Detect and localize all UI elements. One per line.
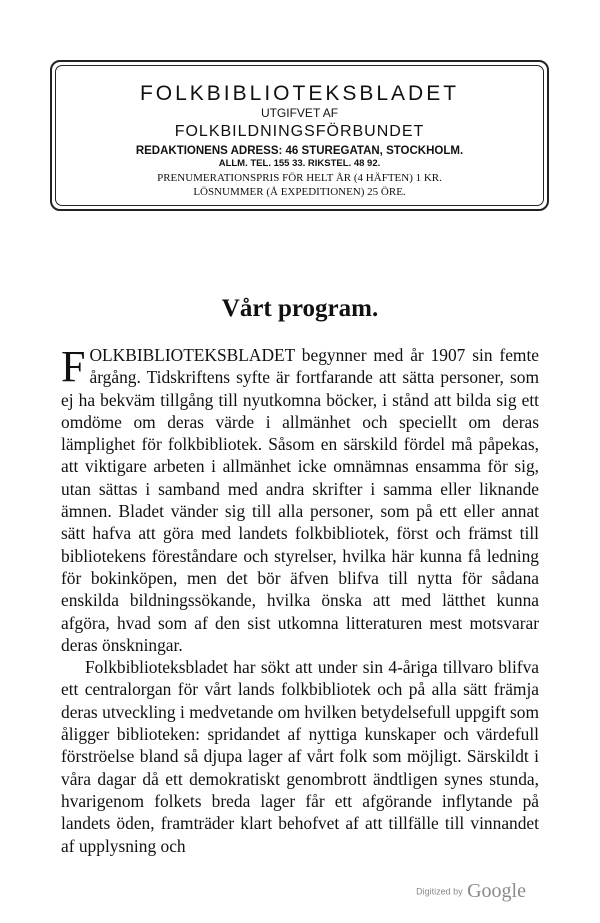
masthead-price: PRENUMERATIONSPRIS FÖR HELT ÅR (4 HÄFTEN) 1 KR. (157, 172, 442, 184)
masthead-phone: ALLM. TEL. 155 33. RIKSTEL. 48 92. (218, 158, 381, 169)
masthead-inner-frame (55, 65, 544, 206)
article-heading: Vårt program. (221, 295, 379, 322)
masthead-single-copy: LÖSNUMMER (Å EXPEDITIONEN) 25 ÖRE. (193, 186, 406, 198)
masthead-title: FOLKBIBLIOTEKSBLADET (139, 82, 460, 105)
paragraph-1 (61, 344, 539, 656)
digitized-label: Digitized by (416, 886, 463, 897)
masthead-address: REDAKTIONENS ADRESS: 46 STUREGATAN, STOCKHOLM. (135, 145, 464, 157)
masthead-subtitle: UTGIFVET AF (260, 106, 339, 120)
drop-cap: F (61, 342, 86, 391)
paragraph-1-text: OLKBIBLIOTEKSBLADET begynner med år 1907 sin femte årgång. Tidskriftens syfte är fortfarande att sätta personer, som ej ha bekväm tillgång till nyutkomna böcker, i stånd att bilda sig ett omdöme om deras värde i allmänhet och speciellt om deras lämplighet för folkbibliotek. Såsom en särskild fördel må påpekas, att viktigare arbeten i allmänhet icke omnämnas ensamma för sig, utan sättas i samband med andra skrifter i samma eller liknande ämnen. Bladet vänder sig till alla personer, som på ett eller annat sätt hafva att göra med landets folkbibliotek, först och främst till bibliotekens föreståndare och styrelser, hvilka här kunna få ledning för bokinköpen, men det bör äfven blifva till nytta för sådana enskilda bildningssökande, hvilka önska att med lätthet kunna afgöra, hvad som af den sist utkomna litteraturen mest motsvarar deras önskningar. (61, 345, 539, 655)
digitized-watermark (416, 880, 526, 903)
paragraph-2: Folkbiblioteksbladet har sökt att under sin 4-åriga tillvaro blifva ett centralorgan för vårt lands folkbibliotek och på alla sätt främja deras utveckling i medvetande om hvilken betydelsefull uppgift som åligger biblioteken: spridandet af nyttiga kunskaper och värdefull förströelse bland så djupa lager af vårt folk som möjligt. Särskildt i våra dagar då ett demokratiskt genombrott ändtligen synes stunda, hvarigenom folkets breda lager får ett afgörande inflytande på landets öden, framträder klart behofvet af att tillfälle till vinnandet af upplysning och (61, 657, 539, 856)
google-logo: Google (467, 880, 526, 902)
article-body (61, 344, 539, 857)
masthead-frame (50, 60, 549, 211)
masthead-publisher: FOLKBILDNINGSFÖRBUNDET (174, 123, 425, 140)
